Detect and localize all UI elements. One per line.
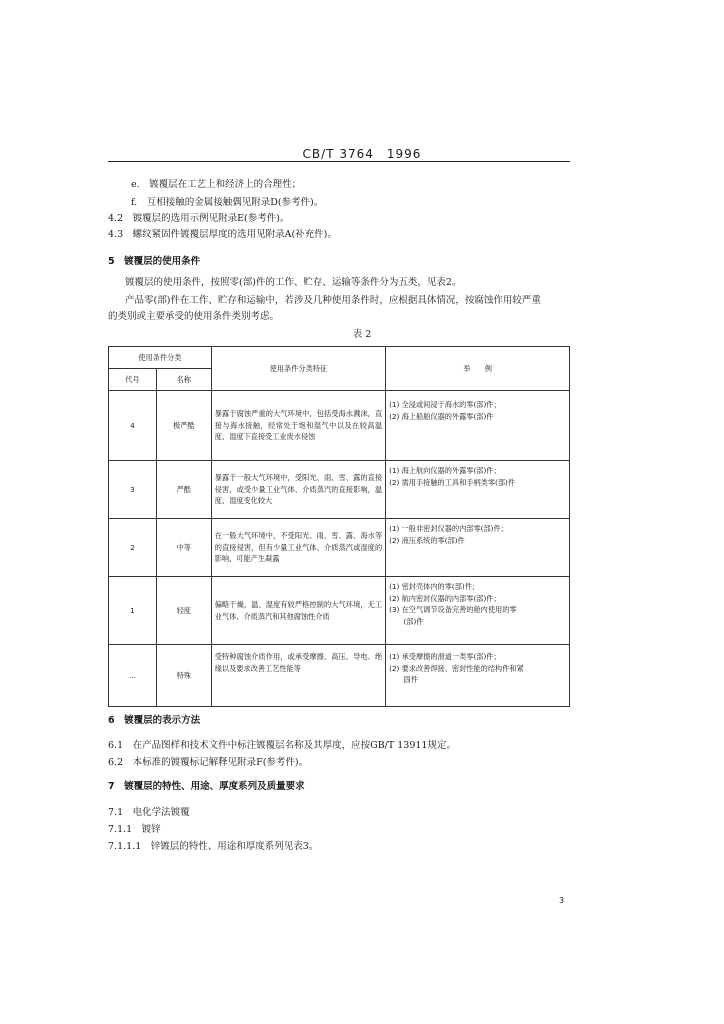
- clause-4-3: 4.3 螺纹紧固件镀覆层厚度的选用见附录A(补充件)。: [108, 229, 337, 240]
- table-row: [109, 645, 570, 707]
- section-6-heading: 6 镀覆层的表示方法: [108, 715, 201, 726]
- row-examples: [386, 519, 570, 577]
- section-5-heading: 5 镀覆层的使用条件: [108, 256, 201, 267]
- section-7-heading: 7 镀覆层的特性、用途、厚度系列及质量要求: [108, 781, 305, 792]
- example-line: 固件: [389, 675, 418, 684]
- example-line: (1) 海上航向仪器的外露零(部)件；: [389, 466, 501, 475]
- table-caption: 表 2: [352, 329, 372, 340]
- clause-6-1: 6.1 在产品图样和技术文件中标注镀覆层名称及其厚度，应按GB/T 13911规定。: [108, 740, 456, 751]
- row-code: 3: [109, 461, 157, 519]
- clause-7-1: 7.1 电化学法镀覆: [108, 807, 190, 818]
- row-feature: 受特种腐蚀介质作用，或承受摩擦、高压、导电、绝缘以及要求改善工艺性能等: [211, 645, 385, 707]
- clause-7-1-1: 7.1.1 镀锌: [108, 824, 161, 835]
- row-name: 极严酷: [156, 391, 211, 461]
- page-number: 3: [559, 896, 565, 905]
- row-code: 1: [109, 577, 157, 645]
- list-item-e: e. 镀覆层在工艺上和经济上的合理性；: [131, 179, 302, 190]
- row-name: 严酷: [156, 461, 211, 519]
- page-header: CB/T 3764 1996: [302, 147, 422, 161]
- row-feature: 暴露于一般大气环境中，受阳光、雨、雪、露的直接侵害，或受少量工业气体、介质蒸汽的直接影响，温度、湿度变化较大: [211, 461, 385, 519]
- table-row: [109, 577, 570, 645]
- paragraph-1: 镀覆层的使用条件，按照零(部)件的工作、贮存、运输等条件分为五类，见表2。: [125, 277, 462, 288]
- paragraph-2-line-1: 产品零(部)件在工作、贮存和运输中，若涉及几种使用条件时，应根据具体情况，按腐蚀作用较严重: [125, 295, 541, 306]
- row-feature: 暴露于腐蚀严重的大气环境中，包括受海水溅沫，直接与海水接触，经常处于饱和湿气中以及在较高温度、湿度下直接受工业废水侵蚀: [211, 391, 385, 461]
- example-line: (2) 要求改善焊接、密封性能的结构件和紧: [389, 663, 524, 673]
- header-name: 名称: [156, 369, 211, 391]
- row-examples: [386, 645, 570, 707]
- row-feature: 偏略干燥，温、湿度有较严格控制的大气环境，无工业气体、介质蒸汽和其他腐蚀性介质: [211, 577, 385, 645]
- row-examples: [386, 391, 570, 461]
- example-line: (2) 需用手接触的工具和手柄类零(部)件: [389, 477, 516, 487]
- example-line: (1) 承受摩擦的滑道一类零(部)件；: [389, 652, 501, 661]
- example-line: (部)件: [389, 616, 424, 626]
- row-name: 轻度: [156, 577, 211, 645]
- header-group: 使用条件分类: [109, 347, 212, 369]
- table-row: [109, 461, 570, 519]
- row-code: 4: [109, 391, 157, 461]
- row-examples: [386, 461, 570, 519]
- example-line: (1) 一般非密封仪器的内部零(部)件；: [389, 524, 508, 533]
- table-row: [109, 391, 570, 461]
- clause-4-2: 4.2 镀覆层的选用示例见附录E(参考件)。: [108, 213, 290, 224]
- row-code: 2: [109, 519, 157, 577]
- row-name: 中等: [156, 519, 211, 577]
- clause-7-1-1-1: 7.1.1.1 锌镀层的特性、用途和厚度系列见表3。: [108, 841, 319, 852]
- example-line: (2) 液压系统的零(部)件: [389, 535, 465, 545]
- row-feature: 在一般大气环境中，不受阳光、雨、雪、露、海水等的直接侵害，但有少量工业气体、介质蒸汽或湿度的影响，可能产生凝露: [211, 519, 385, 577]
- clause-6-2: 6.2 本标准的镀覆标记解释见附录F(参考件)。: [108, 757, 309, 768]
- example-line: (3) 在空气调节设备完善的舱内使用的零: [389, 605, 517, 614]
- header-feature: 使用条件分类特征: [211, 347, 385, 391]
- row-code: …: [109, 645, 157, 707]
- header-code: 代号: [109, 369, 157, 391]
- header-example: 举 例: [386, 347, 570, 391]
- row-examples: [386, 577, 570, 645]
- table-row: [109, 519, 570, 577]
- header-rule: [108, 161, 570, 162]
- paragraph-2-line-2: 的类别或主要承受的使用条件类别考虑。: [108, 311, 280, 322]
- usage-conditions-table: [108, 346, 570, 707]
- example-line: (2) 海上船舶仪器的外露零(部)件: [389, 411, 494, 421]
- example-line: (1) 全浸或间浸于海水的零(部)件；: [389, 400, 501, 409]
- row-name: 特殊: [156, 645, 211, 707]
- list-item-f: f. 互相接触的金属接触偶见附录D(参考件)。: [131, 197, 324, 208]
- example-line: (2) 航内密封仪器的内部零(部)件；: [389, 593, 501, 603]
- example-line: (1) 密封壳体内的零(部)件；: [389, 582, 480, 591]
